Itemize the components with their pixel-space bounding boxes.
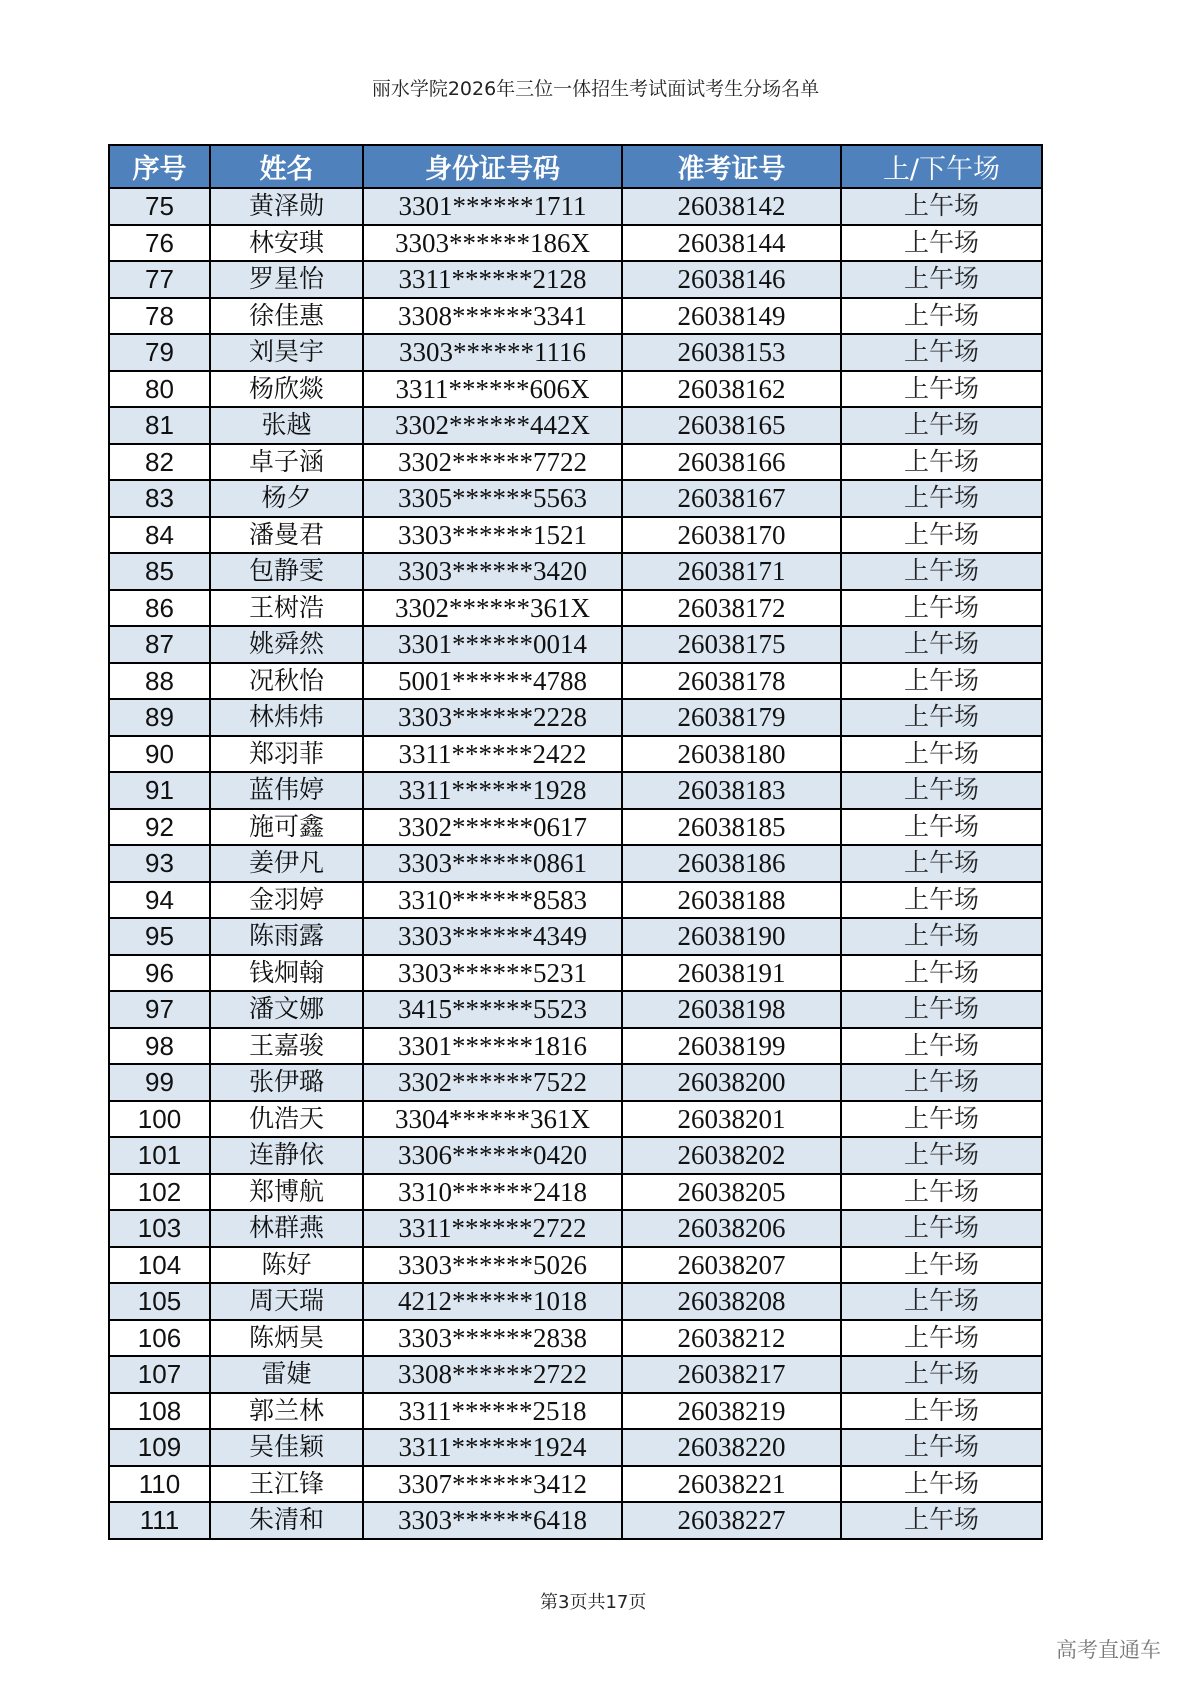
cell-seq: 83: [109, 480, 210, 517]
cell-id-number: 3303******3420: [363, 553, 622, 590]
cell-session: 上午场: [841, 590, 1042, 627]
cell-exam-number: 26038185: [622, 809, 841, 846]
cell-name: 王江锋: [210, 1466, 363, 1503]
cell-seq: 101: [109, 1137, 210, 1174]
cell-seq: 85: [109, 553, 210, 590]
table-row: [109, 517, 1042, 554]
cell-seq: 103: [109, 1210, 210, 1247]
cell-session: 上午场: [841, 663, 1042, 700]
cell-name: 姜伊凡: [210, 845, 363, 882]
cell-exam-number: 26038178: [622, 663, 841, 700]
cell-session: 上午场: [841, 407, 1042, 444]
table-row: [109, 1283, 1042, 1320]
cell-id-number: 3415******5523: [363, 991, 622, 1028]
cell-name: 包静雯: [210, 553, 363, 590]
cell-id-number: 5001******4788: [363, 663, 622, 700]
table-row: [109, 626, 1042, 663]
table-row: [109, 225, 1042, 262]
cell-seq: 98: [109, 1028, 210, 1065]
cell-name: 姚舜然: [210, 626, 363, 663]
cell-seq: 99: [109, 1064, 210, 1101]
cell-exam-number: 26038220: [622, 1429, 841, 1466]
cell-id-number: 3311******2422: [363, 736, 622, 773]
table-row: [109, 736, 1042, 773]
cell-session: 上午场: [841, 1356, 1042, 1393]
cell-session: 上午场: [841, 1283, 1042, 1320]
cell-session: 上午场: [841, 809, 1042, 846]
cell-seq: 90: [109, 736, 210, 773]
cell-name: 仇浩天: [210, 1101, 363, 1138]
cell-name: 张伊璐: [210, 1064, 363, 1101]
cell-session: 上午场: [841, 517, 1042, 554]
table-row: [109, 1101, 1042, 1138]
cell-id-number: 3308******3341: [363, 298, 622, 335]
table-row: [109, 1502, 1042, 1539]
cell-id-number: 3303******6418: [363, 1502, 622, 1539]
cell-name: 蓝伟婷: [210, 772, 363, 809]
cell-seq: 108: [109, 1393, 210, 1430]
cell-session: 上午场: [841, 699, 1042, 736]
cell-session: 上午场: [841, 918, 1042, 955]
cell-id-number: 3308******2722: [363, 1356, 622, 1393]
cell-seq: 102: [109, 1174, 210, 1211]
table-header-row: [109, 145, 1042, 188]
cell-session: 上午场: [841, 225, 1042, 262]
candidate-table: [108, 144, 1043, 1540]
cell-seq: 105: [109, 1283, 210, 1320]
cell-exam-number: 26038227: [622, 1502, 841, 1539]
table-row: [109, 1466, 1042, 1503]
cell-seq: 84: [109, 517, 210, 554]
cell-exam-number: 26038171: [622, 553, 841, 590]
cell-exam-number: 26038167: [622, 480, 841, 517]
header-id-number: 身份证号码: [363, 145, 622, 188]
cell-exam-number: 26038190: [622, 918, 841, 955]
table-row: [109, 1356, 1042, 1393]
cell-id-number: 3302******7722: [363, 444, 622, 481]
cell-exam-number: 26038142: [622, 188, 841, 225]
cell-id-number: 3310******8583: [363, 882, 622, 919]
cell-session: 上午场: [841, 1137, 1042, 1174]
cell-name: 郑羽菲: [210, 736, 363, 773]
cell-id-number: 3303******1116: [363, 334, 622, 371]
cell-id-number: 3310******2418: [363, 1174, 622, 1211]
cell-session: 上午场: [841, 1320, 1042, 1357]
table-row: [109, 334, 1042, 371]
cell-id-number: 3302******0617: [363, 809, 622, 846]
cell-exam-number: 26038180: [622, 736, 841, 773]
cell-id-number: 3311******1928: [363, 772, 622, 809]
cell-id-number: 3311******2722: [363, 1210, 622, 1247]
cell-seq: 94: [109, 882, 210, 919]
header-name: 姓名: [210, 145, 363, 188]
cell-exam-number: 26038172: [622, 590, 841, 627]
cell-seq: 78: [109, 298, 210, 335]
cell-exam-number: 26038191: [622, 955, 841, 992]
table-row: [109, 1064, 1042, 1101]
cell-seq: 80: [109, 371, 210, 408]
cell-name: 潘曼君: [210, 517, 363, 554]
table-row: [109, 188, 1042, 225]
table-row: [109, 955, 1042, 992]
cell-session: 上午场: [841, 1174, 1042, 1211]
cell-name: 陈雨露: [210, 918, 363, 955]
cell-name: 潘文娜: [210, 991, 363, 1028]
header-seq: 序号: [109, 145, 210, 188]
cell-id-number: 3303******0861: [363, 845, 622, 882]
header-session: 上/下午场: [841, 145, 1042, 188]
table-row: [109, 809, 1042, 846]
cell-session: 上午场: [841, 553, 1042, 590]
table-row: [109, 553, 1042, 590]
cell-name: 林安琪: [210, 225, 363, 262]
cell-name: 郭兰林: [210, 1393, 363, 1430]
cell-name: 张越: [210, 407, 363, 444]
cell-seq: 76: [109, 225, 210, 262]
table-row: [109, 882, 1042, 919]
cell-session: 上午场: [841, 298, 1042, 335]
cell-exam-number: 26038149: [622, 298, 841, 335]
cell-seq: 92: [109, 809, 210, 846]
cell-id-number: 3303******186X: [363, 225, 622, 262]
cell-id-number: 3311******2518: [363, 1393, 622, 1430]
table-row: [109, 407, 1042, 444]
table-row: [109, 261, 1042, 298]
cell-session: 上午场: [841, 1028, 1042, 1065]
cell-id-number: 3303******5231: [363, 955, 622, 992]
cell-name: 连静依: [210, 1137, 363, 1174]
cell-seq: 107: [109, 1356, 210, 1393]
cell-session: 上午场: [841, 334, 1042, 371]
cell-exam-number: 26038175: [622, 626, 841, 663]
cell-seq: 82: [109, 444, 210, 481]
cell-session: 上午场: [841, 1393, 1042, 1430]
page-number: 第3页共17页: [540, 1592, 647, 1613]
cell-exam-number: 26038221: [622, 1466, 841, 1503]
document-title: 丽水学院2026年三位一体招生考试面试考生分场名单: [371, 78, 820, 100]
cell-session: 上午场: [841, 1210, 1042, 1247]
cell-session: 上午场: [841, 444, 1042, 481]
cell-name: 徐佳惠: [210, 298, 363, 335]
cell-seq: 88: [109, 663, 210, 700]
cell-exam-number: 26038166: [622, 444, 841, 481]
table-row: [109, 1320, 1042, 1357]
cell-seq: 100: [109, 1101, 210, 1138]
table-row: [109, 1174, 1042, 1211]
cell-id-number: 3303******4349: [363, 918, 622, 955]
cell-seq: 87: [109, 626, 210, 663]
cell-exam-number: 26038207: [622, 1247, 841, 1284]
table-row: [109, 991, 1042, 1028]
cell-session: 上午场: [841, 1429, 1042, 1466]
cell-id-number: 3303******1521: [363, 517, 622, 554]
table-row: [109, 699, 1042, 736]
cell-seq: 106: [109, 1320, 210, 1357]
cell-seq: 86: [109, 590, 210, 627]
cell-name: 林炜炜: [210, 699, 363, 736]
cell-session: 上午场: [841, 371, 1042, 408]
cell-name: 林群燕: [210, 1210, 363, 1247]
table-row: [109, 371, 1042, 408]
cell-seq: 75: [109, 188, 210, 225]
watermark: 高考直通车: [1056, 1638, 1161, 1662]
table-row: [109, 444, 1042, 481]
cell-id-number: 3301******0014: [363, 626, 622, 663]
cell-id-number: 3302******442X: [363, 407, 622, 444]
table-row: [109, 1210, 1042, 1247]
cell-session: 上午场: [841, 1101, 1042, 1138]
cell-exam-number: 26038144: [622, 225, 841, 262]
cell-seq: 97: [109, 991, 210, 1028]
cell-name: 钱炯翰: [210, 955, 363, 992]
cell-session: 上午场: [841, 991, 1042, 1028]
cell-id-number: 3303******2228: [363, 699, 622, 736]
cell-name: 刘昊宇: [210, 334, 363, 371]
cell-seq: 89: [109, 699, 210, 736]
cell-id-number: 3311******606X: [363, 371, 622, 408]
cell-exam-number: 26038199: [622, 1028, 841, 1065]
cell-id-number: 3311******2128: [363, 261, 622, 298]
cell-name: 周天瑞: [210, 1283, 363, 1320]
cell-seq: 93: [109, 845, 210, 882]
table-row: [109, 845, 1042, 882]
table-row: [109, 918, 1042, 955]
cell-seq: 91: [109, 772, 210, 809]
cell-id-number: 3302******7522: [363, 1064, 622, 1101]
cell-exam-number: 26038165: [622, 407, 841, 444]
table-row: [109, 298, 1042, 335]
cell-session: 上午场: [841, 772, 1042, 809]
cell-seq: 110: [109, 1466, 210, 1503]
cell-session: 上午场: [841, 480, 1042, 517]
cell-seq: 77: [109, 261, 210, 298]
table-row: [109, 480, 1042, 517]
cell-exam-number: 26038205: [622, 1174, 841, 1211]
cell-session: 上午场: [841, 955, 1042, 992]
table-row: [109, 1028, 1042, 1065]
cell-seq: 111: [109, 1502, 210, 1539]
cell-seq: 79: [109, 334, 210, 371]
cell-id-number: 3303******2838: [363, 1320, 622, 1357]
cell-name: 黄泽勋: [210, 188, 363, 225]
cell-id-number: 4212******1018: [363, 1283, 622, 1320]
cell-session: 上午场: [841, 845, 1042, 882]
cell-session: 上午场: [841, 188, 1042, 225]
table-row: [109, 1247, 1042, 1284]
header-exam-number: 准考证号: [622, 145, 841, 188]
table-row: [109, 772, 1042, 809]
table-row: [109, 1429, 1042, 1466]
cell-name: 罗星怡: [210, 261, 363, 298]
cell-exam-number: 26038179: [622, 699, 841, 736]
cell-name: 陈好: [210, 1247, 363, 1284]
cell-id-number: 3305******5563: [363, 480, 622, 517]
cell-exam-number: 26038183: [622, 772, 841, 809]
cell-name: 金羽婷: [210, 882, 363, 919]
cell-id-number: 3307******3412: [363, 1466, 622, 1503]
cell-exam-number: 26038212: [622, 1320, 841, 1357]
cell-id-number: 3301******1711: [363, 188, 622, 225]
cell-name: 卓子涵: [210, 444, 363, 481]
cell-seq: 95: [109, 918, 210, 955]
cell-exam-number: 26038186: [622, 845, 841, 882]
cell-name: 杨夕: [210, 480, 363, 517]
cell-seq: 109: [109, 1429, 210, 1466]
cell-name: 施可鑫: [210, 809, 363, 846]
cell-name: 王树浩: [210, 590, 363, 627]
cell-exam-number: 26038170: [622, 517, 841, 554]
cell-id-number: 3306******0420: [363, 1137, 622, 1174]
cell-exam-number: 26038217: [622, 1356, 841, 1393]
cell-name: 况秋怡: [210, 663, 363, 700]
cell-exam-number: 26038162: [622, 371, 841, 408]
cell-exam-number: 26038188: [622, 882, 841, 919]
cell-name: 郑博航: [210, 1174, 363, 1211]
cell-name: 王嘉骏: [210, 1028, 363, 1065]
table-row: [109, 590, 1042, 627]
cell-seq: 104: [109, 1247, 210, 1284]
cell-name: 朱清和: [210, 1502, 363, 1539]
cell-id-number: 3301******1816: [363, 1028, 622, 1065]
cell-name: 杨欣燚: [210, 371, 363, 408]
cell-exam-number: 26038208: [622, 1283, 841, 1320]
cell-session: 上午场: [841, 1502, 1042, 1539]
cell-name: 吴佳颖: [210, 1429, 363, 1466]
cell-exam-number: 26038219: [622, 1393, 841, 1430]
cell-name: 雷婕: [210, 1356, 363, 1393]
cell-exam-number: 26038206: [622, 1210, 841, 1247]
cell-seq: 81: [109, 407, 210, 444]
cell-session: 上午场: [841, 261, 1042, 298]
table-row: [109, 1393, 1042, 1430]
cell-session: 上午场: [841, 1247, 1042, 1284]
cell-exam-number: 26038202: [622, 1137, 841, 1174]
cell-exam-number: 26038201: [622, 1101, 841, 1138]
cell-exam-number: 26038198: [622, 991, 841, 1028]
cell-id-number: 3302******361X: [363, 590, 622, 627]
cell-session: 上午场: [841, 1466, 1042, 1503]
cell-id-number: 3304******361X: [363, 1101, 622, 1138]
cell-session: 上午场: [841, 626, 1042, 663]
cell-name: 陈炳昊: [210, 1320, 363, 1357]
cell-exam-number: 26038153: [622, 334, 841, 371]
cell-session: 上午场: [841, 1064, 1042, 1101]
table-row: [109, 663, 1042, 700]
cell-exam-number: 26038146: [622, 261, 841, 298]
cell-exam-number: 26038200: [622, 1064, 841, 1101]
cell-seq: 96: [109, 955, 210, 992]
table-row: [109, 1137, 1042, 1174]
cell-id-number: 3311******1924: [363, 1429, 622, 1466]
cell-session: 上午场: [841, 736, 1042, 773]
cell-session: 上午场: [841, 882, 1042, 919]
cell-id-number: 3303******5026: [363, 1247, 622, 1284]
